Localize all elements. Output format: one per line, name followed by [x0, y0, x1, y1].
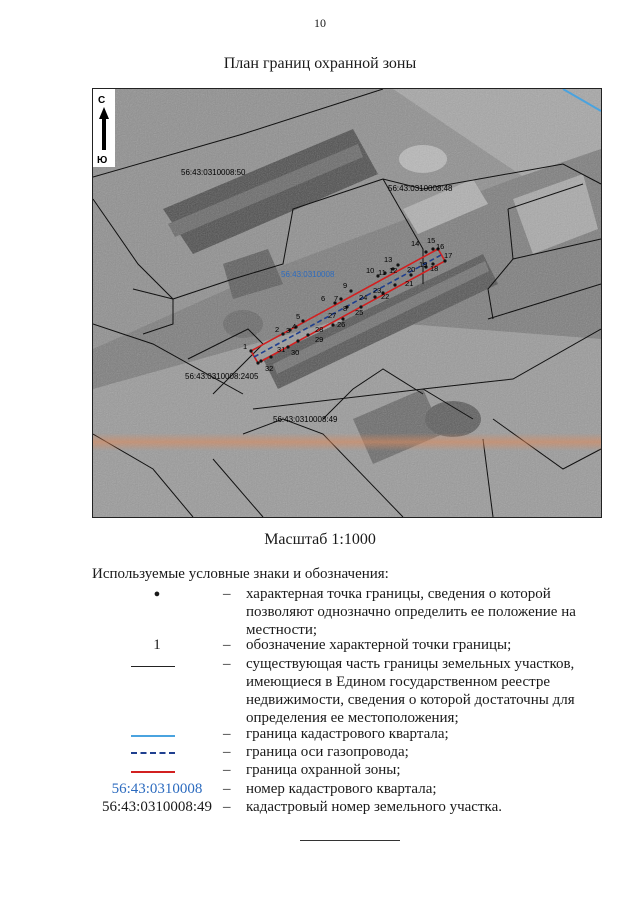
legend-text: характерная точка границы, сведения о которой [246, 586, 551, 602]
legend-text: существующая часть границы земельных участков, [246, 656, 575, 672]
scale-label: Масштаб 1:1000 [264, 531, 376, 548]
point-label: 22 [381, 292, 390, 301]
point-label: 27 [328, 311, 337, 320]
legend-text: кадастровый номер земельного участка. [246, 799, 502, 815]
legend-dash: – [223, 744, 231, 760]
page-number: 10 [314, 16, 326, 30]
point-label: 6 [321, 294, 326, 303]
parcel-label: 56:43:0310008:2405 [185, 372, 259, 381]
compass-icon [93, 89, 115, 167]
point-label: 1 [243, 342, 248, 351]
plan-title: План границ охранной зоны [223, 55, 417, 72]
point-label: 12 [389, 266, 398, 275]
legend-dash: – [223, 726, 231, 742]
point-label: 5 [296, 312, 301, 321]
point-label: 25 [355, 308, 364, 317]
point-label: 9 [343, 281, 348, 290]
point-label: 7 [334, 294, 339, 303]
legend-dash: – [223, 637, 231, 653]
point-label: 26 [337, 320, 346, 329]
legend-symbol-parcel-number: 56:43:0310008:49 [101, 799, 212, 815]
point-label: 19 [419, 260, 428, 269]
point-label: 29 [315, 335, 324, 344]
black-line-icon [131, 666, 175, 667]
legend-dash: – [223, 656, 231, 672]
legend-text: граница охранной зоны; [246, 762, 401, 778]
point-label: 18 [430, 264, 439, 273]
light-blue-line-icon [131, 735, 175, 737]
legend-text: граница оси газопровода; [246, 744, 409, 760]
point-label: 31 [277, 345, 286, 354]
point-marker-icon: ● [153, 588, 161, 600]
point-label: 3 [286, 326, 291, 335]
point-label: 2 [275, 325, 280, 334]
legend-text: номер кадастрового квартала; [246, 781, 437, 797]
point-label: 14 [411, 239, 420, 248]
point-label: 23 [373, 286, 382, 295]
legend-text: позволяют однозначно определить ее положение на [246, 604, 576, 620]
footer-rule [300, 840, 400, 841]
legend-dash: – [223, 781, 231, 797]
point-label: 13 [384, 255, 393, 264]
parcel-label: 56:43:0310008:48 [388, 184, 453, 193]
point-label: 15 [427, 236, 436, 245]
legend-text: определения ее местоположения; [246, 710, 459, 726]
point-label: 28 [315, 325, 324, 334]
legend-text: недвижимости, сведения о которой достаточны для [246, 692, 575, 708]
point-label: 16 [436, 242, 445, 251]
point-label: 20 [407, 265, 416, 274]
compass-north: С [98, 95, 106, 106]
point-label: 8 [343, 304, 348, 313]
compass-south: Ю [97, 155, 108, 166]
legend-heading: Используемые условные знаки и обозначения: [92, 566, 389, 582]
legend-symbol-number: 1 [153, 637, 161, 653]
red-line-icon [131, 771, 175, 773]
point-label: 17 [444, 251, 453, 260]
map-image [92, 88, 602, 518]
legend-text: обозначение характерной точки границы; [246, 637, 512, 653]
parcel-label: 56:43:0310008:50 [181, 168, 246, 177]
point-label: 24 [359, 293, 368, 302]
point-label: 30 [291, 348, 300, 357]
legend-text: граница кадастрового квартала; [246, 726, 449, 742]
legend-text: местности; [246, 622, 318, 638]
point-label: 21 [405, 279, 414, 288]
parcel-label: 56:43:0310008:49 [273, 415, 338, 424]
point-label: 32 [265, 364, 274, 373]
legend-dash: – [223, 586, 231, 602]
legend-dash: – [223, 799, 231, 815]
point-label: 4 [292, 322, 297, 331]
dashed-blue-line-icon [131, 752, 175, 754]
legend-symbol-quarter-number: 56:43:0310008 [111, 781, 203, 797]
quarter-label: 56:43:0310008 [281, 270, 335, 279]
legend-dash: – [223, 762, 231, 778]
point-label: 11 [378, 268, 386, 277]
legend-text: имеющиеся в Едином государственном реестре [246, 674, 551, 690]
point-label: 10 [366, 266, 375, 275]
